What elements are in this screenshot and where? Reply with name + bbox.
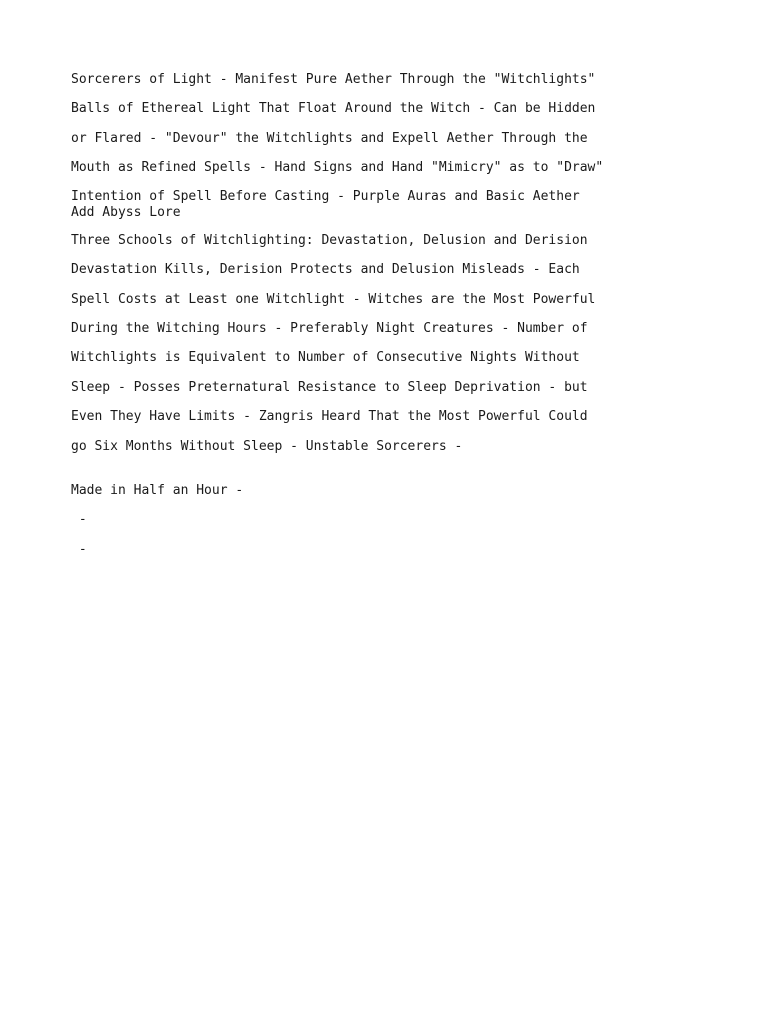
text-line-2: Balls of Ethereal Light That Float Around the Witch - Can be Hidden <box>71 101 596 116</box>
text-line-1: Sorcerers of Light - Manifest Pure Aether Through the "Witchlights" <box>71 72 596 87</box>
text-line-14: go Six Months Without Sleep - Unstable Sorcerers - <box>71 439 463 454</box>
text-line-5: Intention of Spell Before Casting - Purple Auras and Basic Aether <box>71 189 580 204</box>
text-line-17: - <box>71 542 87 557</box>
text-line-7: Three Schools of Witchlighting: Devastation, Delusion and Derision <box>71 233 588 248</box>
text-line-11: Witchlights is Equivalent to Number of Consecutive Nights Without <box>71 350 580 365</box>
text-line-15: Made in Half an Hour - <box>71 483 244 498</box>
text-line-4: Mouth as Refined Spells - Hand Signs and Hand "Mimicry" as to "Draw" <box>71 160 604 175</box>
text-line-16: - <box>71 512 87 527</box>
text-line-8: Devastation Kills, Derision Protects and Delusion Misleads - Each <box>71 262 580 277</box>
text-line-6: Add Abyss Lore <box>71 205 181 220</box>
text-line-9: Spell Costs at Least one Witchlight - Witches are the Most Powerful <box>71 292 596 307</box>
text-line-13: Even They Have Limits - Zangris Heard That the Most Powerful Could <box>71 409 588 424</box>
text-line-10: During the Witching Hours - Preferably Night Creatures - Number of <box>71 321 588 336</box>
text-line-3: or Flared - "Devour" the Witchlights and Expell Aether Through the <box>71 131 588 146</box>
text-line-12: Sleep - Posses Preternatural Resistance to Sleep Deprivation - but <box>71 380 588 395</box>
